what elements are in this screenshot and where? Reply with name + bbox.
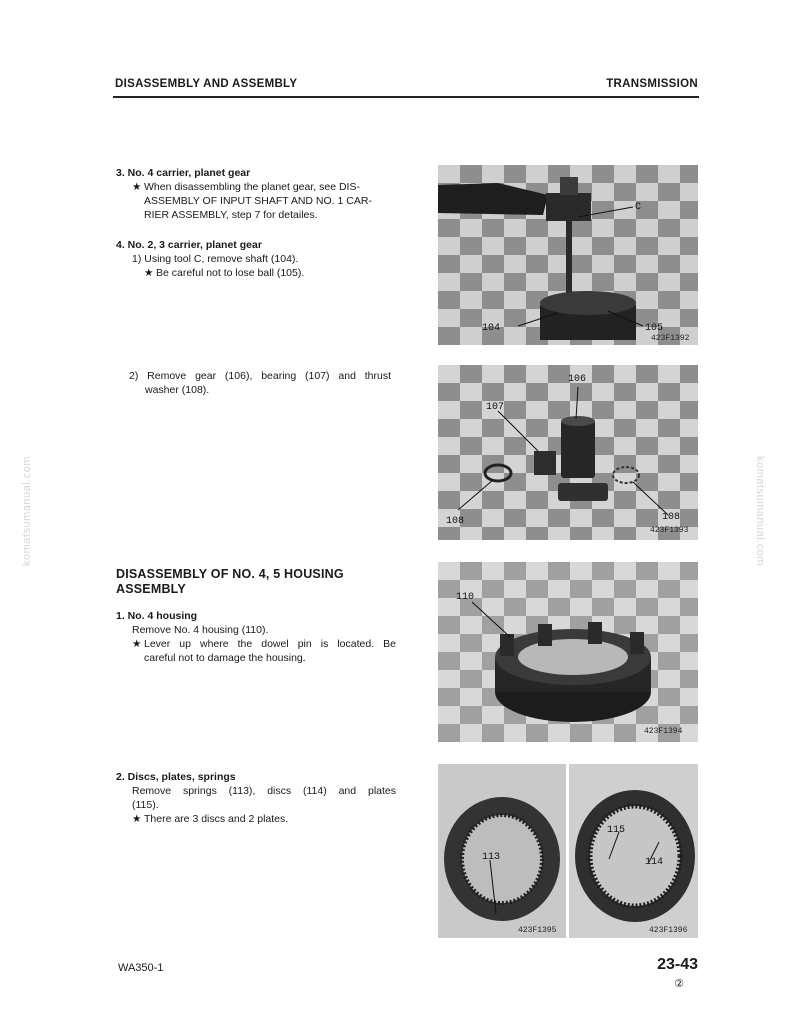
photo-discs-plates — [569, 764, 698, 938]
page-number: 23-43 — [657, 956, 698, 973]
callout-105: 105 — [645, 323, 664, 334]
step-4-sub-2 — [129, 369, 391, 397]
watermark-left: komatsumanual.com — [21, 456, 33, 566]
star-icon: ★ — [132, 638, 142, 650]
photo-housing — [438, 562, 698, 742]
step-4-sub-2-line: washer (108). — [145, 384, 210, 396]
callout-114: 114 — [645, 857, 664, 868]
photo-code: 423F1395 — [518, 926, 557, 935]
star-icon: ★ — [132, 813, 142, 825]
callout-104: 104 — [482, 323, 501, 334]
housing-item-2-note: There are 3 discs and 2 plates. — [144, 813, 289, 825]
step-4-sub-2-line: 2) Remove gear (106), bearing (107) and thrust — [129, 370, 391, 382]
step-4-sub-1: 1) Using tool C, remove shaft (104). — [132, 253, 299, 265]
photo-code: 423F1393 — [650, 526, 689, 535]
housing-item-2-title: 2. Discs, plates, springs — [116, 771, 236, 783]
step-3-title: 3. No. 4 carrier, planet gear — [116, 167, 251, 179]
callout-107: 107 — [486, 402, 505, 413]
photo-code: 423F1396 — [649, 926, 688, 935]
housing-item-1-text: Remove No. 4 housing (110). — [132, 624, 269, 636]
callout-108: 108 — [446, 516, 465, 527]
footer-model: WA350-1 — [118, 962, 164, 974]
header-rule — [113, 96, 699, 98]
housing-item-1-note: careful not to damage the housing. — [144, 652, 306, 664]
star-icon: ★ — [132, 181, 142, 193]
watermark-right: komatsumanual.com — [754, 456, 766, 566]
housing-item-1-note: Lever up where the dowel pin is located. Be — [144, 638, 396, 650]
chapter-header: TRANSMISSION — [606, 78, 698, 90]
housing-item-1-title: 1. No. 4 housing — [116, 610, 198, 622]
step-3-note-line: RIER ASSEMBLY, step 7 for detailes. — [144, 209, 318, 221]
callout-115: 115 — [607, 825, 626, 836]
callout-c: C — [635, 202, 642, 213]
housing-item-2-text: Remove springs (113), discs (114) and plates — [132, 785, 396, 797]
step-4-title: 4. No. 2, 3 carrier, planet gear — [116, 239, 262, 251]
callout-108: 108 — [662, 512, 681, 523]
step-4 — [116, 238, 396, 280]
photo-springs — [438, 764, 566, 938]
callout-113: 113 — [482, 852, 501, 863]
photo-gear-bearing-washer — [438, 365, 698, 540]
housing-item-2 — [116, 770, 396, 826]
step-3-note-line: When disassembling the planet gear, see DIS- — [144, 181, 360, 193]
photo-shaft-removal — [438, 165, 698, 345]
photo-code: 423F1394 — [644, 727, 683, 736]
housing-section — [116, 567, 396, 665]
section-header: DISASSEMBLY AND ASSEMBLY — [115, 78, 298, 90]
housing-section-title: DISASSEMBLY OF NO. 4, 5 HOUSING — [116, 567, 344, 581]
revision-mark: ② — [674, 978, 684, 990]
photo-code: 423F1392 — [651, 334, 690, 343]
step-4-note-1: Be careful not to lose ball (105). — [156, 267, 305, 279]
housing-section-title: ASSEMBLY — [116, 582, 186, 596]
step-3-note-line: ASSEMBLY OF INPUT SHAFT AND NO. 1 CAR- — [144, 195, 372, 207]
callout-106: 106 — [568, 374, 587, 385]
housing-item-2-text: (115). — [132, 799, 159, 811]
step-3 — [116, 166, 396, 222]
star-icon: ★ — [144, 267, 154, 279]
callout-110: 110 — [456, 592, 475, 603]
